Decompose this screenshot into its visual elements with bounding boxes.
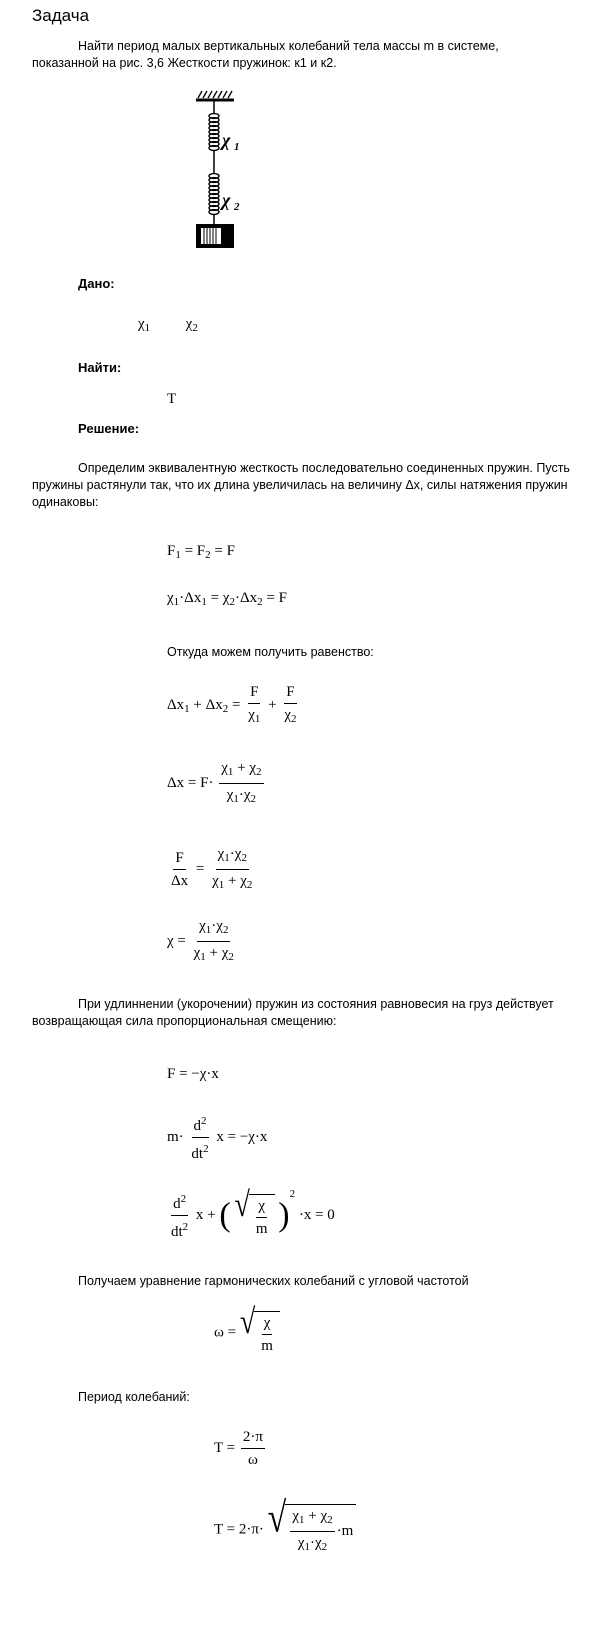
equation-omega: ω = √ $\frac{\chi}{m}$	[214, 1311, 280, 1355]
find-label: Найти:	[78, 360, 122, 375]
equation-period-omega: T = $\frac{2\cdot\pi}{\omega}$	[214, 1429, 263, 1468]
fraction: $\frac{F}{\Delta x}$	[171, 850, 189, 889]
spring1-sub: 1	[234, 141, 240, 153]
equation-equivalent-stiffness: χ = $\frac{\chi_1\cdot\chi_2}{\chi_1 + \chi_2}$	[167, 917, 238, 966]
equation-harmonic: $\frac{d^2}{dt^2}$ x + ( √ $\frac{\chi}{m}$ )$^2$ ·x = 0	[171, 1185, 335, 1241]
square-root: √ $\frac{\chi}{m}$	[234, 1194, 274, 1238]
fraction: $\frac{F}{\chi_1}$	[248, 684, 261, 725]
equation-restoring-force: F = −χ·x	[167, 1066, 219, 1082]
paragraph-equivalent-stiffness: Определим эквивалентную жесткость последовательно соединенных пружин. Пусть пружины растянули так, что их длина увеличилась на величину Δx, силы натяжения пружин одинаковы:	[32, 461, 570, 509]
fraction: $\frac{\chi_1\cdot\chi_2}{\chi_1 + \chi_2}$	[193, 918, 234, 963]
page-title: Задача	[32, 6, 90, 25]
spring2-sub: 2	[234, 201, 240, 213]
problem-statement: Найти период малых вертикальных колебаний тела массы m в системе, показанной на рис. 3,6 Жесткости пружинок: к1 и к2.	[32, 39, 499, 70]
equation-forces-equal: $F_1 = F_2 = F$	[167, 543, 235, 561]
paragraph-angular-frequency: Получаем уравнение гармонических колебаний с угловой частотой	[78, 1274, 469, 1288]
fraction: $\frac{\chi}{m}$	[255, 1197, 268, 1237]
paragraph-restoring-force: При удлиннении (укорочении) пружин из состояния равновесия на груз действует возвращающая сила пропорциональная смещению:	[32, 997, 554, 1028]
paragraph-period: Период колебаний:	[78, 1390, 190, 1404]
spring-diagram	[188, 88, 268, 256]
given-values: $\chi_1$ $\chi_2$	[138, 316, 198, 334]
fraction: $\frac{\chi_1\cdot\chi_2}{\chi_1 + \chi_2}$	[212, 846, 253, 891]
equation-hooke-series: $\chi_1\cdot\Delta x_1 = \chi_2\cdot\Delta x_2 = F$	[167, 590, 287, 608]
equation-delta-x: Δx = F· $\frac{\chi_1 + \chi_2}{\chi_1\cdot\chi_2}$	[167, 759, 266, 808]
find-value: T	[167, 391, 177, 407]
equation-period-final: T = 2·π· √ $\frac{\chi_1 + \chi_2}{\chi_1\cdot\chi_2}$ ·m	[214, 1504, 356, 1556]
equation-f-over-dx: $\frac{F}{\Delta x}$ = $\frac{\chi_1\cdot\chi_2}{\chi_1 + \chi_2}$	[167, 845, 256, 894]
fraction: $\frac{d^2}{dt^2}$	[189, 1112, 210, 1163]
square-root: √ $\frac{\chi_1 + \chi_2}{\chi_1\cdot\chi_2}$ ·m	[268, 1504, 357, 1556]
fraction: $\frac{2\cdot\pi}{\omega}$	[242, 1429, 263, 1468]
paragraph-equality: Откуда можем получить равенство:	[167, 645, 374, 659]
equation-total-extension: $\Delta x_1 + \Delta x_2$ = $\frac{F}{\chi_1}$ + $\frac{F}{\chi_2}$	[167, 683, 301, 728]
equation-newton-second-law: m· $\frac{d^2}{dt^2}$ x = −χ·x	[167, 1112, 267, 1163]
fraction: $\frac{F}{\chi_2}$	[284, 684, 297, 725]
solution-label: Решение:	[78, 421, 140, 436]
fraction: $\frac{d^2}{dt^2}$	[169, 1190, 190, 1241]
square-root: √ $\frac{\chi}{m}$	[240, 1311, 280, 1355]
spring1-label: χ	[222, 130, 231, 150]
given-label: Дано:	[78, 276, 115, 291]
spring2-label: χ	[222, 190, 231, 210]
fraction: $\frac{\chi}{m}$	[261, 1315, 273, 1354]
fraction: $\frac{\chi_1 + \chi_2}{\chi_1\cdot\chi_2}$	[292, 1508, 333, 1553]
fraction: $\frac{\chi_1 + \chi_2}{\chi_1\cdot\chi_2}$	[221, 760, 262, 805]
